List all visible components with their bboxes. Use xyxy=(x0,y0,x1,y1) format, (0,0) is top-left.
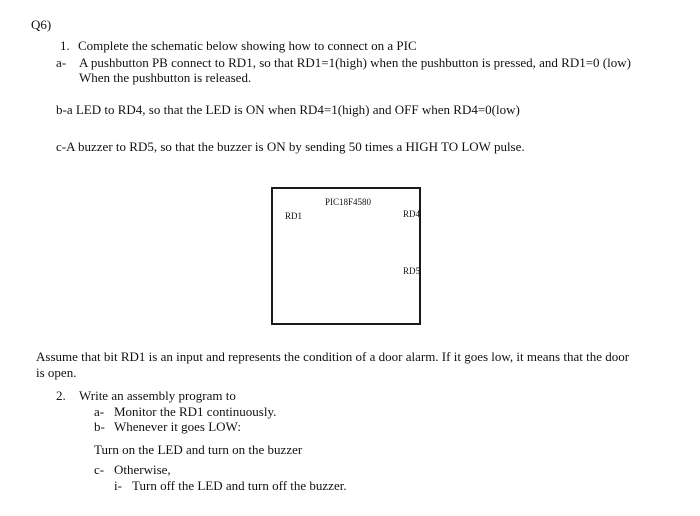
part2-a-text: Monitor the RD1 continuously. xyxy=(114,404,277,419)
assume-line2: is open. xyxy=(36,365,77,380)
part1-a-marker: a- xyxy=(56,55,67,70)
part2-text: Write an assembly program to xyxy=(79,388,236,403)
part1-b-text: b-a LED to RD4, so that the LED is ON when RD4=1(high) and OFF when RD4=0(low) xyxy=(56,102,520,117)
part1-c-text: c-A buzzer to RD5, so that the buzzer is ON by sending 50 times a HIGH TO LOW pulse. xyxy=(56,139,525,154)
part1-text: Complete the schematic below showing how to connect on a PIC xyxy=(78,38,417,53)
part2-b-text: Whenever it goes LOW: xyxy=(114,419,241,434)
part2-c-text: Otherwise, xyxy=(114,462,171,477)
part2-a-marker: a- xyxy=(94,404,105,419)
assume-line1: Assume that bit RD1 is an input and represents the condition of a door alarm. If it goes low, it means that the door xyxy=(36,349,630,364)
part2-i-text: Turn off the LED and turn off the buzzer. xyxy=(132,478,347,493)
part2-number: 2. xyxy=(56,388,66,403)
pic-chip-box xyxy=(271,187,421,325)
pin-rd4-label: RD4 xyxy=(403,209,421,219)
part2-i-marker: i- xyxy=(114,478,122,493)
pin-rd1-label: RD1 xyxy=(285,211,303,221)
part1-number: 1. xyxy=(60,38,70,53)
part2-b-marker: b- xyxy=(94,419,105,434)
chip-name: PIC18F4580 xyxy=(325,197,372,207)
pin-rd5-label: RD5 xyxy=(403,266,421,276)
question-label: Q6) xyxy=(31,17,52,32)
part1-a-line2: When the pushbutton is released. xyxy=(79,70,252,85)
part2-c-marker: c- xyxy=(94,462,105,477)
part2-turn-on-text: Turn on the LED and turn on the buzzer xyxy=(94,442,303,457)
part1-a-line1: A pushbutton PB connect to RD1, so that RD1=1(high) when the pushbutton is pressed, and RD1=0 (low) xyxy=(79,55,631,70)
